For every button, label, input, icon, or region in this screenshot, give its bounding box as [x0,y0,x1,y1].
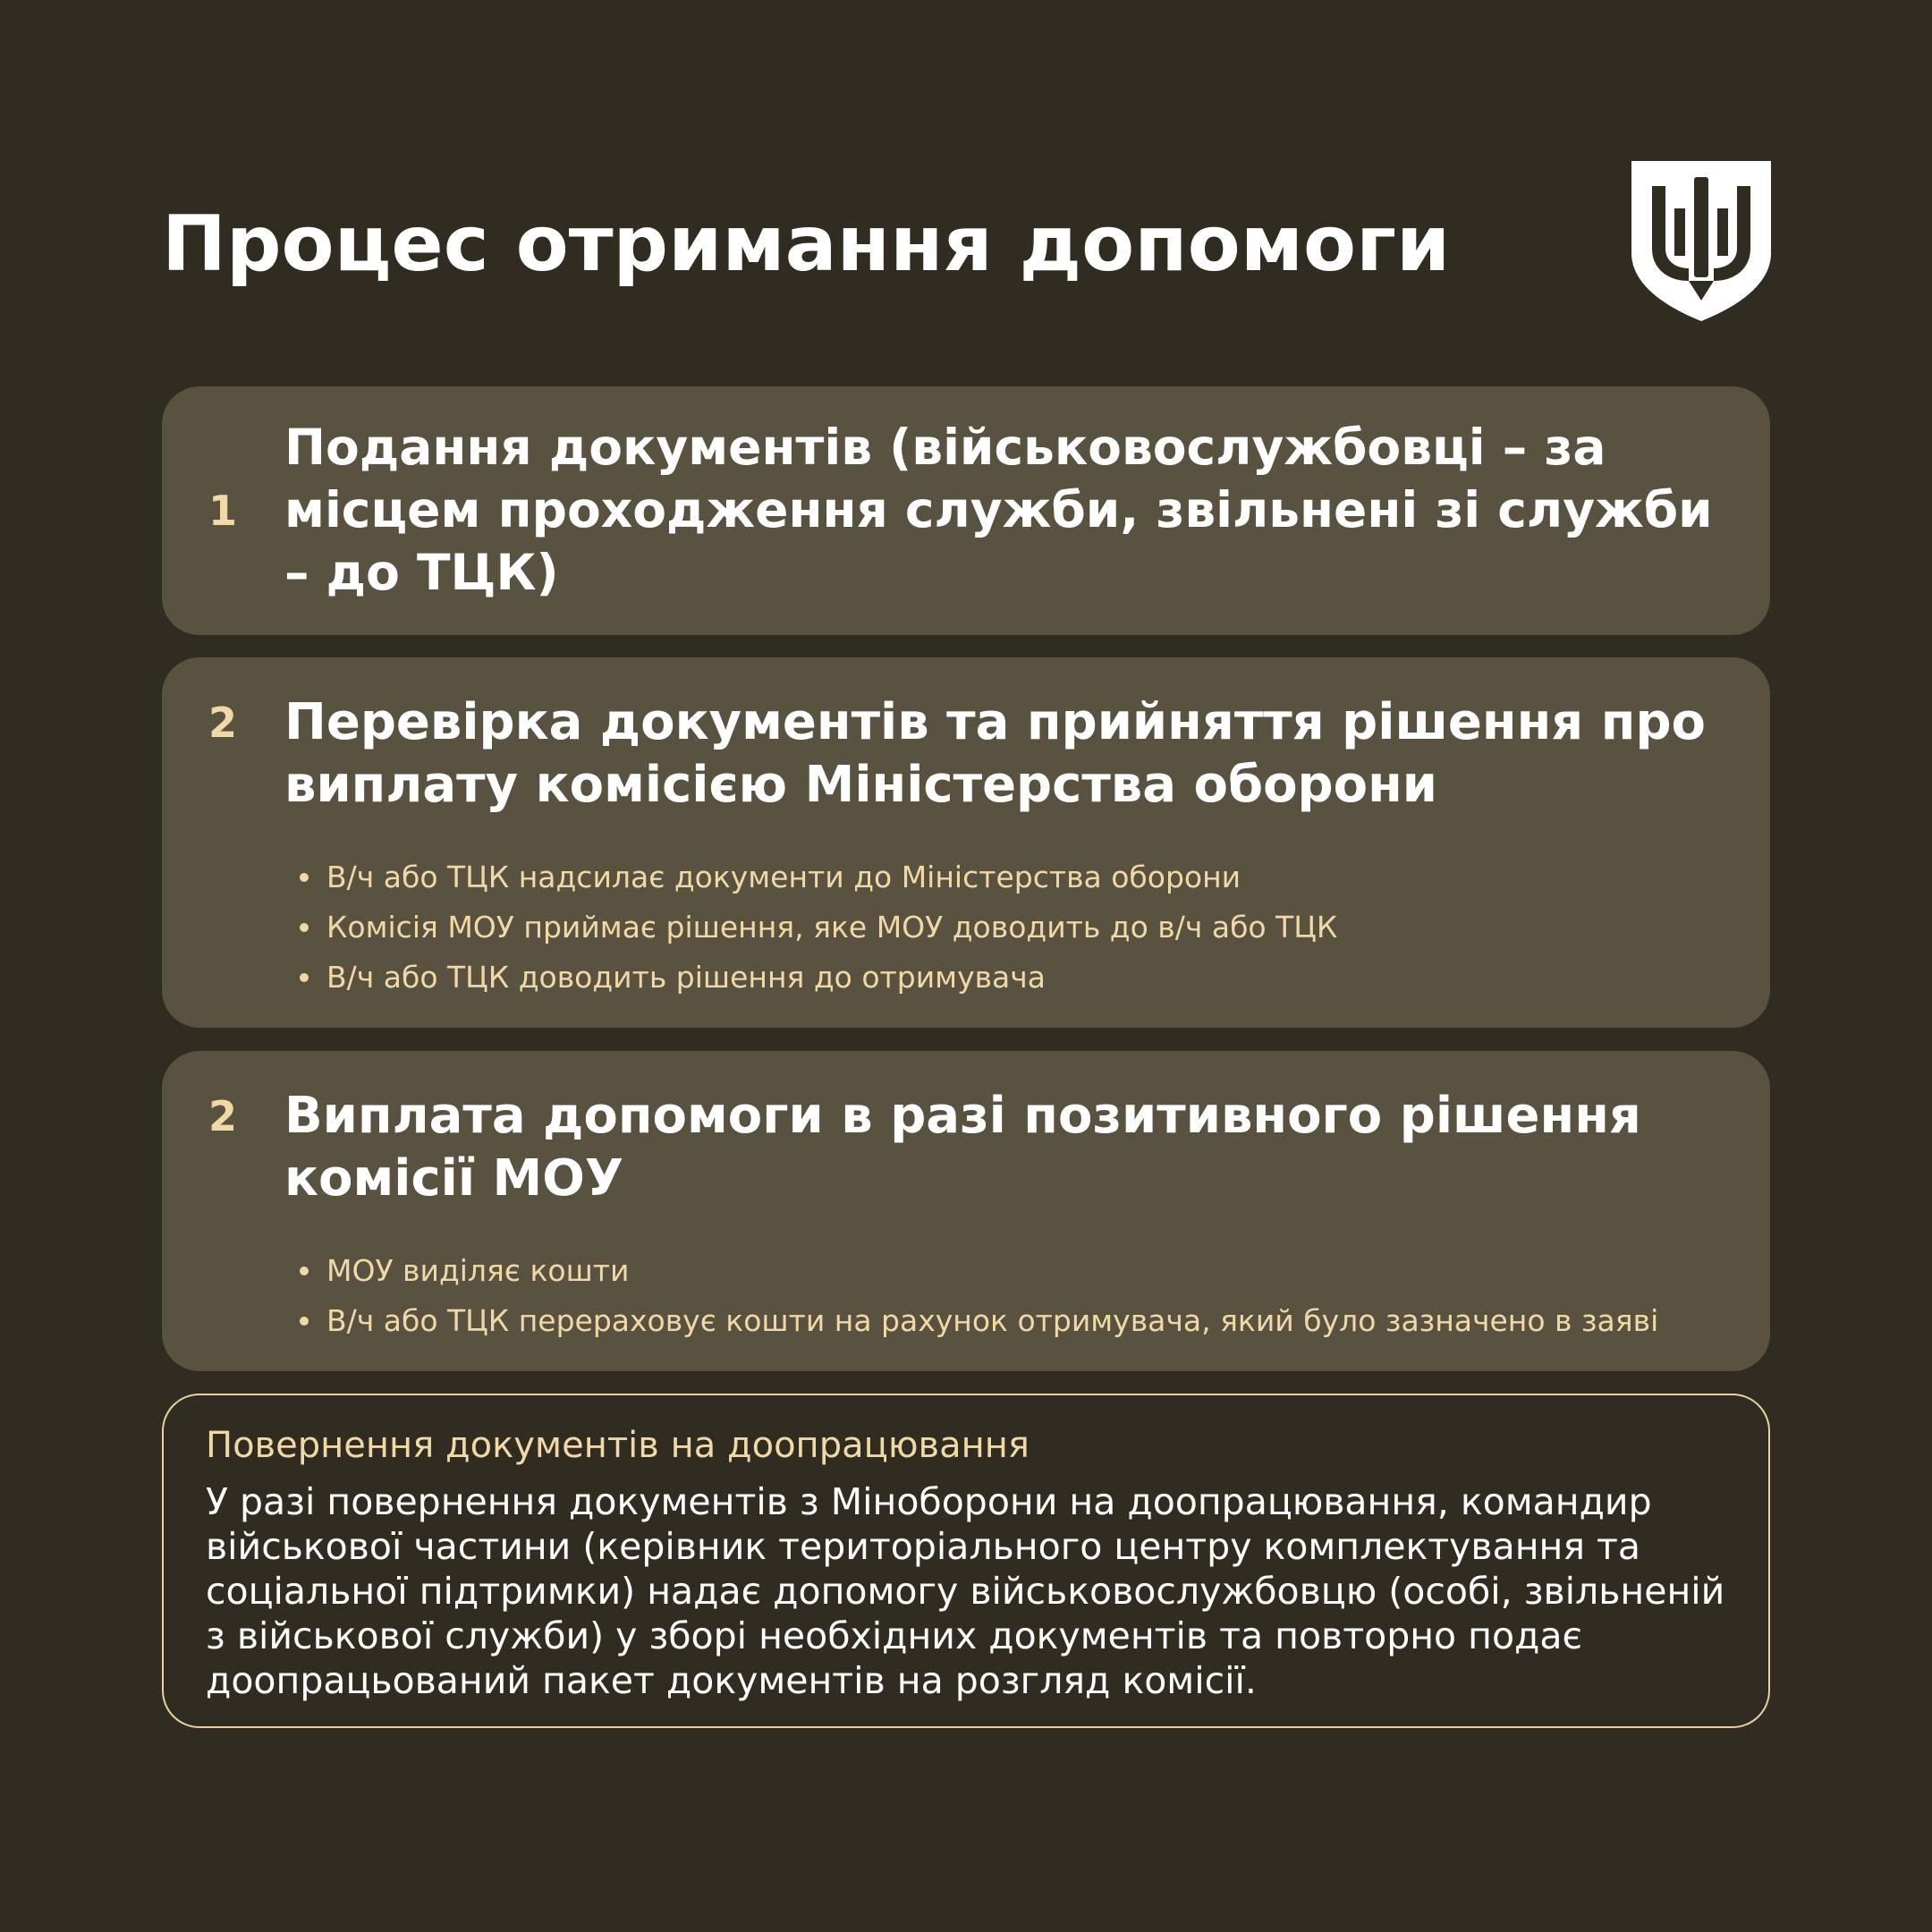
list-item-text: МОУ виділяє кошти [326,1253,630,1288]
step-card-3 [162,1051,1770,1371]
list-item-text: В/ч або ТЦК доводить рішення до отримувача [326,960,1046,995]
list-item [296,852,1743,902]
bullet-dot-icon [300,1267,309,1275]
list-item [296,953,1743,1003]
list-item-text: Комісія МОУ приймає рішення, яке МОУ доводить до в/ч або ТЦК [326,910,1338,945]
step-bullet-list [296,1246,1743,1346]
bullet-dot-icon [300,1317,309,1326]
step-card-2 [162,657,1770,1028]
list-item-text: В/ч або ТЦК надсилає документи до Міністерства оборони [326,860,1241,894]
step-card-1 [162,386,1770,635]
list-item [296,1296,1743,1346]
list-item-text: В/ч або ТЦК перераховує кошти на рахунок отримувача, який було зазначено в заяві [326,1303,1659,1338]
list-item [296,1246,1743,1296]
page-title: Процес отримання допомоги [162,199,1451,289]
step-number: 2 [208,699,238,747]
bullet-dot-icon [300,923,309,932]
trident-shield-icon [1630,159,1773,323]
step-number: 2 [208,1092,238,1140]
bullet-dot-icon [300,873,309,882]
rework-note-box [162,1394,1770,1728]
step-bullet-list [296,852,1743,1003]
note-body: У разі повернення документів з Міноборони на доопрацювання, командир військової частини (керівник територіального центру комплектування та соціальної підтримки) надає допомогу військовослужбовцю (особі, звільненій з військової служби) у зборі необхідних документів та повторно подає доопрацьований пакет документів на розгляд комісії. [206,1480,1725,1702]
note-title: Повернення документів на доопрацювання [206,1425,1030,1466]
bullet-dot-icon [300,973,309,982]
step-title: Виплата допомоги в разі позитивного рішення комісії МОУ [284,1087,1641,1208]
list-item [296,902,1743,953]
step-title: Подання документів (військовослужбовці – за місцем проходження служби, звільнені зі служби – до ТЦК) [284,419,1713,601]
step-number: 1 [208,487,238,535]
step-title: Перевірка документів та прийняття рішення про виплату комісією Міністерства оборони [284,693,1706,814]
